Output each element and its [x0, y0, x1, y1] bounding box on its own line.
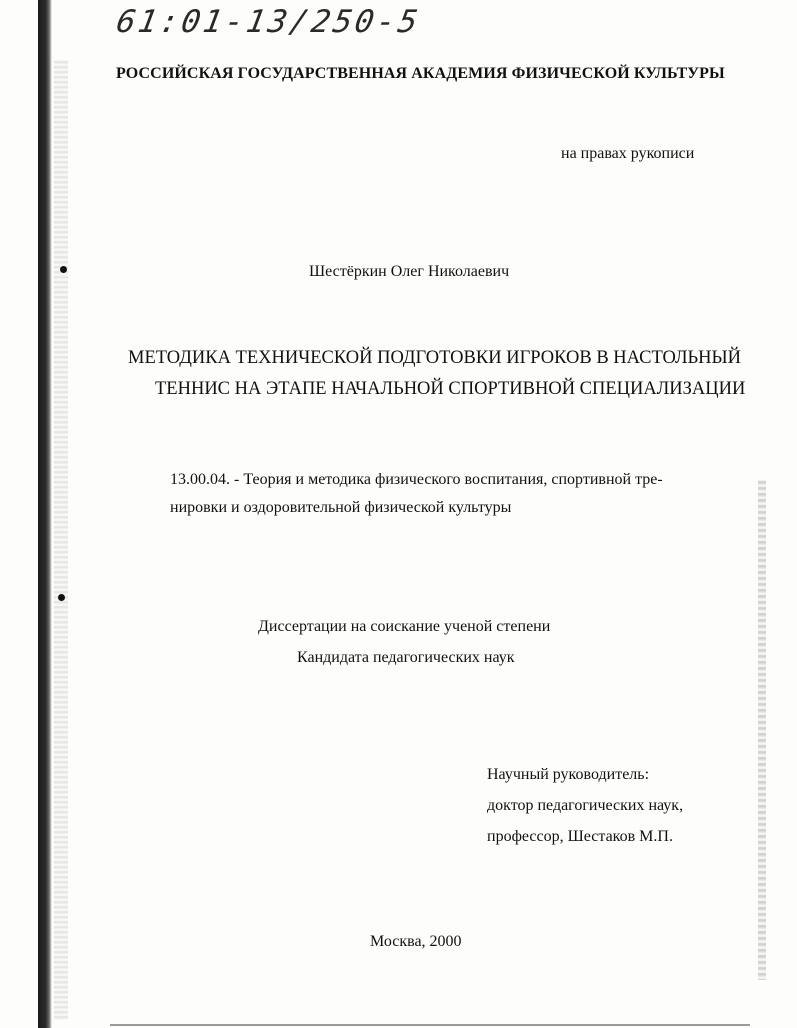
- scan-bottom-line: [110, 1024, 750, 1026]
- author-name: Шестёркин Олег Николаевич: [309, 263, 510, 280]
- supervisor-line: доктор педагогических наук,: [487, 797, 684, 814]
- academy-name: РОССИЙСКАЯ ГОСУДАРСТВЕННАЯ АКАДЕМИЯ ФИЗИЧЕСКОЙ КУЛЬТУРЫ: [116, 65, 725, 82]
- supervisor-line: профессор, Шестаков М.П.: [487, 828, 673, 845]
- dissertation-title-line: МЕТОДИКА ТЕХНИЧЕСКОЙ ПОДГОТОВКИ ИГРОКОВ В НАСТОЛЬНЫЙ: [128, 348, 741, 368]
- degree-line: Диссертации на соискание ученой степени: [258, 618, 551, 635]
- scan-right-edge: [758, 480, 766, 980]
- degree-line: Кандидата педагогических наук: [297, 649, 515, 666]
- supervisor-line: Научный руководитель:: [487, 766, 650, 783]
- specialty-line: 13.00.04. - Теория и методика физического воспитания, спортивной тре-: [170, 471, 663, 488]
- city-year: Москва, 2000: [370, 933, 462, 950]
- specialty-line: нировки и оздоровительной физической культуры: [170, 499, 512, 516]
- scan-left-edge: [38, 0, 52, 1028]
- handwritten-catalog-number: 61:01-13/250-5: [113, 4, 424, 40]
- rights-note: на правах рукописи: [561, 145, 695, 162]
- punch-hole-mark: [58, 594, 65, 601]
- punch-hole-mark: [60, 266, 67, 273]
- scan-left-shadow: [54, 60, 68, 1020]
- dissertation-title-line: ТЕННИС НА ЭТАПЕ НАЧАЛЬНОЙ СПОРТИВНОЙ СПЕЦИАЛИЗАЦИИ: [155, 379, 746, 399]
